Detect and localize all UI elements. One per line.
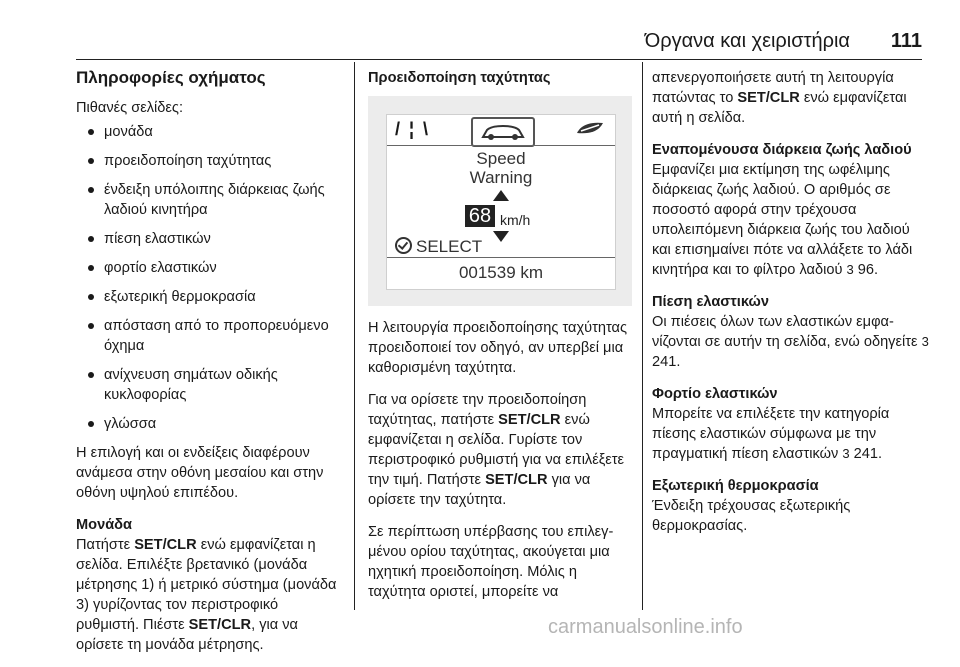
left-column	[76, 62, 344, 667]
lane-assist-icon: / ¦ \	[395, 119, 431, 139]
display-divider	[387, 257, 615, 258]
page-header	[0, 0, 960, 62]
middle-column	[368, 62, 632, 614]
instrument-display	[386, 114, 616, 290]
list-item: ανίχνευση σημάτων οδικής κυκλοφορίας	[76, 365, 344, 405]
display-divider	[387, 145, 615, 146]
list-item: μονάδα	[76, 122, 344, 142]
arrow-up-icon	[493, 190, 509, 201]
list-item: φορτίο ελαστικών	[76, 258, 344, 278]
list-item: απόσταση από το προπορευόμενο όχημα	[76, 316, 344, 356]
odometer-reading: 001539 km	[458, 263, 544, 282]
speed-warning-label: Speed Warning	[469, 149, 533, 187]
list-item: ένδειξη υπόλοιπης διάρκειας ζωής λαδιού κινητήρα	[76, 180, 344, 220]
column-divider	[354, 62, 355, 610]
speed-unit: km/h	[500, 212, 531, 228]
tyre-load-text: Μπορείτε να επιλέξετε την κατηγορία πίεσης ελαστικών σύμφωνα με την πραγματική πίεση ελαστικών 3 241.	[652, 406, 890, 462]
speed-exceed-text: Σε περίπτωση υπέρβασης του επιλεγμένου ορίου ταχύτητας, ακούγεται μια ηχητική προειδοποίηση. Μόλις η ταχύτητα οριστεί, μπορείτε να	[368, 524, 614, 600]
unit-heading: Μονάδα	[76, 517, 132, 533]
list-item: γλώσσα	[76, 414, 344, 434]
page-number: 111	[890, 30, 922, 52]
unit-text: Πατήστε SET/CLR ενώ εμφανίζεται η σελίδα. Επιλέξτε βρετανικό (μονάδα μέτρησης 1) ή μετρικό σύστημα (μονάδα 3) γυρίζοντας τον περιστροφικό ρυθμιστή. Πιέστε SET/CLR, για να ορίσετε τη μονάδα μέτρησης.	[76, 537, 337, 653]
eco-leaf-icon	[575, 119, 605, 145]
oil-life-heading: Εναπομένουσα διάρκεια ζωής λαδιού	[652, 142, 912, 158]
outside-temp-heading: Εξωτερική θερμοκρασία	[652, 478, 819, 494]
page-ref-icon: 3	[846, 262, 854, 277]
page-list	[76, 122, 344, 434]
chapter-title: Όργανα και χειριστήρια	[644, 30, 850, 52]
deactivate-text: απενεργοποιήσετε αυτή τη λειτουργία πατώντας το SET/CLR ενώ εμφανίζεται αυτή η σελίδα.	[652, 70, 907, 126]
list-item: προειδοποίηση ταχύτητας	[76, 151, 344, 171]
outside-temp-text: Ένδειξη τρέχουσας εξωτερικής θερμοκρασίας.	[652, 498, 851, 534]
tyre-load-heading: Φορτίο ελαστικών	[652, 386, 778, 402]
speed-warning-illustration	[368, 96, 632, 306]
list-item: εξωτερική θερμοκρασία	[76, 287, 344, 307]
selection-note: Η επιλογή και οι ενδείξεις διαφέρουν ανάμεσα στην οθόνη μεσαίου και στην οθόνη υψηλού επιπέδου.	[76, 445, 324, 501]
speed-warning-text: Η λειτουργία προειδοποίησης ταχύτητας προειδοποιεί τον οδηγό, αν υπερβεί μια καθορισμένη ταχύτητα.	[368, 320, 627, 376]
oil-life-text: Εμφανίζει μια εκτίμηση της ωφέλιμης διάρκειας ζωής λαδιού. Ο αριθμός σε ποσοστό αφορά στην τρέχουσα υπολειπόμενη διάρκεια ζωής του λαδιού και επισημαίνει πότε να αλλάξετε το λάδι κινητήρα και το φίλτρο λαδιού 3 96.	[652, 162, 913, 278]
intro-text: Πιθανές σελίδες:	[76, 100, 183, 116]
check-circle-icon	[395, 237, 412, 254]
select-option: SELECT	[395, 237, 482, 257]
speed-warning-heading: Προειδοποίηση ταχύτητας	[368, 70, 551, 86]
page-ref-icon: 3	[842, 446, 850, 461]
watermark: carmanualsonline.info	[548, 616, 743, 638]
right-column	[652, 62, 932, 548]
tyre-pressure-heading: Πίεση ελαστικών	[652, 294, 769, 310]
column-divider	[642, 62, 643, 610]
vehicle-info-heading: Πληροφορίες οχήματος	[76, 68, 266, 87]
list-item: πίεση ελαστικών	[76, 229, 344, 249]
header-rule	[76, 59, 922, 60]
tyre-pressure-text: Οι πιέσεις όλων των ελαστικών εμφανίζονται σε αυτήν τη σελίδα, ενώ οδηγείτε 3 241.	[652, 314, 929, 370]
speed-value: 68	[465, 205, 495, 227]
speed-warning-set-text: Για να ορίσετε την προειδοποίηση ταχύτητας, πατήστε SET/CLR ενώ εμφανίζεται η σελίδα. Γυρίστε τον περιστροφικό ρυθμιστή για να επιλέξετε την τιμή. Πατήστε SET/CLR για να ορίσετε την ταχύτητα.	[368, 392, 625, 508]
page-ref-icon: 3	[921, 334, 929, 349]
arrow-down-icon	[493, 231, 509, 242]
display-topbar	[387, 115, 615, 145]
car-icon	[471, 117, 535, 147]
